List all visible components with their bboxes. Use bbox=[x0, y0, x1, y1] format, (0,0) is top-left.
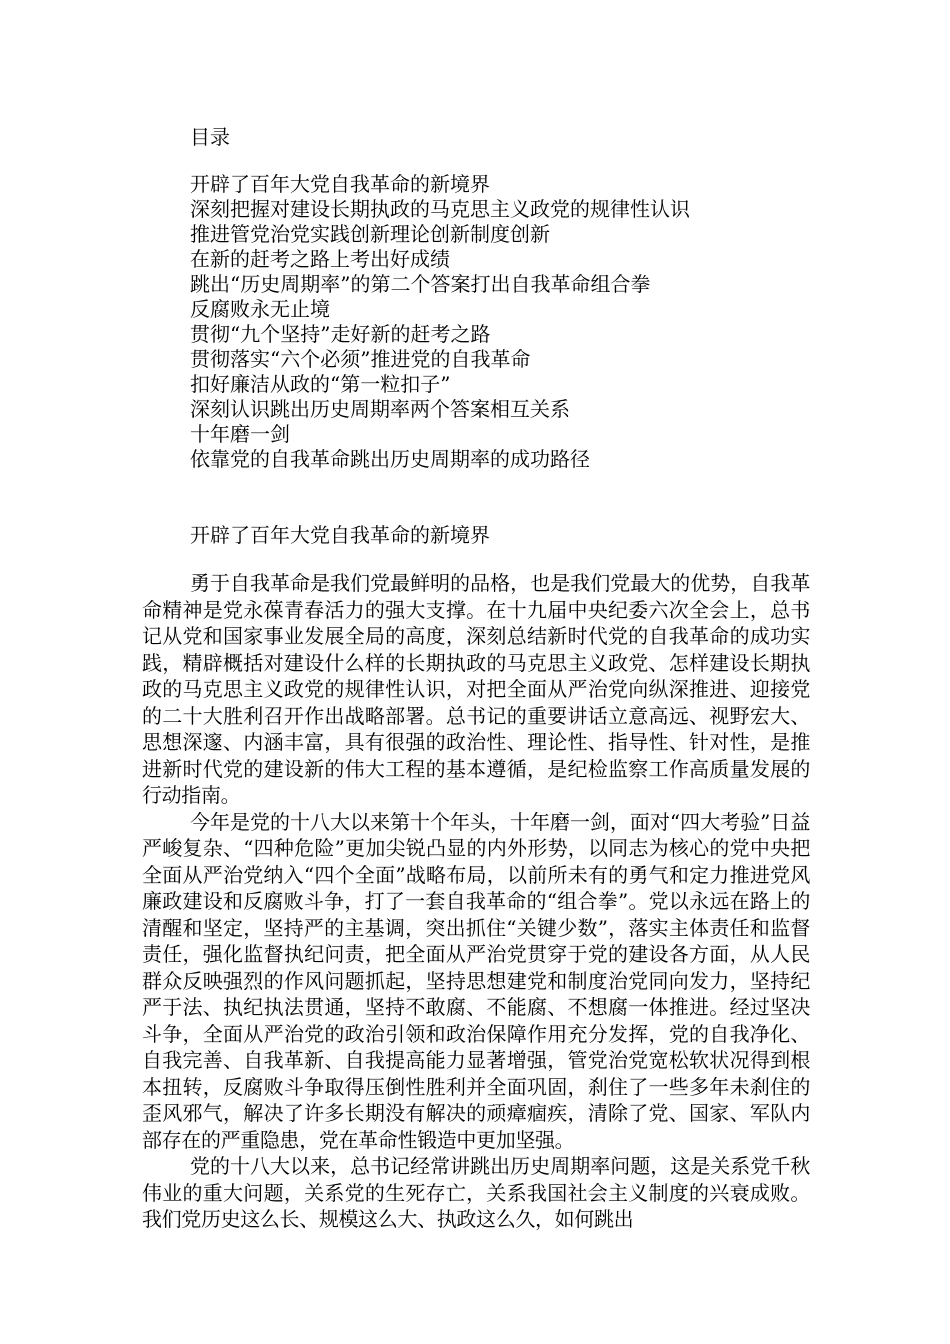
paragraph: 今年是党的十八大以来第十个年头，十年磨一剑，面对“四大考验”日益严峻复杂、“四种危险”更加尖锐凸显的内外形势，以同志为核心的党中央把全面从严治党纳入“四个全面”战略布局，以前所未有的勇气和定力推进党风廉政建设和反腐败斗争，打了一套自我革命的“组合拳”。党以永远在路上的清醒和坚定，坚持严的主基调，突出抓住“关键少数”，落实主体责任和监督责任，强化监督执纪问责，把全面从严治党贯穿于党的建设各方面，从人民群众反映强烈的作风问题抓起，坚持思想建党和制度治党同向发力，坚持纪严于法、执纪执法贯通，坚持不敢腐、不能腐、不想腐一体推进。经过坚决斗争，全面从严治党的政治引领和政治保障作用充分发挥，党的自我净化、自我完善、自我革新、自我提高能力显著增强，管党治党宽松软状况得到根本扭转，反腐败斗争取得压倒性胜利并全面巩固，刹住了一些多年未刹住的歪风邪气，解决了许多长期没有解决的顽瘴痼疾，清除了党、国家、军队内部存在的严重隐患，党在革命性锻造中更加坚强。 bbox=[142, 809, 810, 1152]
toc-item[interactable]: 深刻认识跳出历史周期率两个答案相互关系 bbox=[190, 397, 570, 421]
toc-item[interactable]: 开辟了百年大党自我革命的新境界 bbox=[190, 172, 490, 196]
article-body bbox=[142, 570, 810, 1233]
toc-heading: 目录 bbox=[190, 125, 230, 149]
toc-item[interactable]: 依靠党的自我革命跳出历史周期率的成功路径 bbox=[190, 447, 590, 471]
toc-item[interactable]: 推进管党治党实践创新理论创新制度创新 bbox=[190, 222, 550, 246]
toc-item[interactable]: 贯彻落实“六个必须”推进党的自我革命 bbox=[190, 347, 531, 371]
table-of-contents bbox=[190, 172, 690, 472]
toc-item[interactable]: 扣好廉洁从政的“第一粒扣子” bbox=[190, 372, 451, 396]
paragraph: 勇于自我革命是我们党最鲜明的品格，也是我们党最大的优势，自我革命精神是党永葆青春活力的强大支撑。在十九届中央纪委六次全会上，总书记从党和国家事业发展全局的高度，深刻总结新时代党的自我革命的成功实践，精辟概括对建设什么样的长期执政的马克思主义政党、怎样建设长期执政的马克思主义政党的规律性认识，对把全面从严治党向纵深推进、迎接党的二十大胜利召开作出战略部署。总书记的重要讲话立意高远、视野宏大、思想深邃、内涵丰富，具有很强的政治性、理论性、指导性、针对性，是推进新时代党的建设新的伟大工程的基本遵循，是纪检监察工作高质量发展的行动指南。 bbox=[142, 571, 810, 807]
toc-item[interactable]: 反腐败永无止境 bbox=[190, 297, 330, 321]
paragraph: 党的十八大以来，总书记经常讲跳出历史周期率问题，这是关系党千秋伟业的重大问题，关系党的生死存亡，关系我国社会主义制度的兴衰成败。我们党历史这么长、规模这么大、执政这么久，如何跳出 bbox=[142, 1154, 810, 1231]
toc-item[interactable]: 十年磨一剑 bbox=[190, 422, 290, 446]
toc-item[interactable]: 在新的赶考之路上考出好成绩 bbox=[190, 247, 450, 271]
toc-item[interactable]: 深刻把握对建设长期执政的马克思主义政党的规律性认识 bbox=[190, 197, 690, 221]
toc-item[interactable]: 跳出“历史周期率”的第二个答案打出自我革命组合拳 bbox=[190, 272, 651, 296]
article-title: 开辟了百年大党自我革命的新境界 bbox=[190, 523, 490, 547]
toc-item[interactable]: 贯彻“九个坚持”走好新的赶考之路 bbox=[190, 322, 491, 346]
